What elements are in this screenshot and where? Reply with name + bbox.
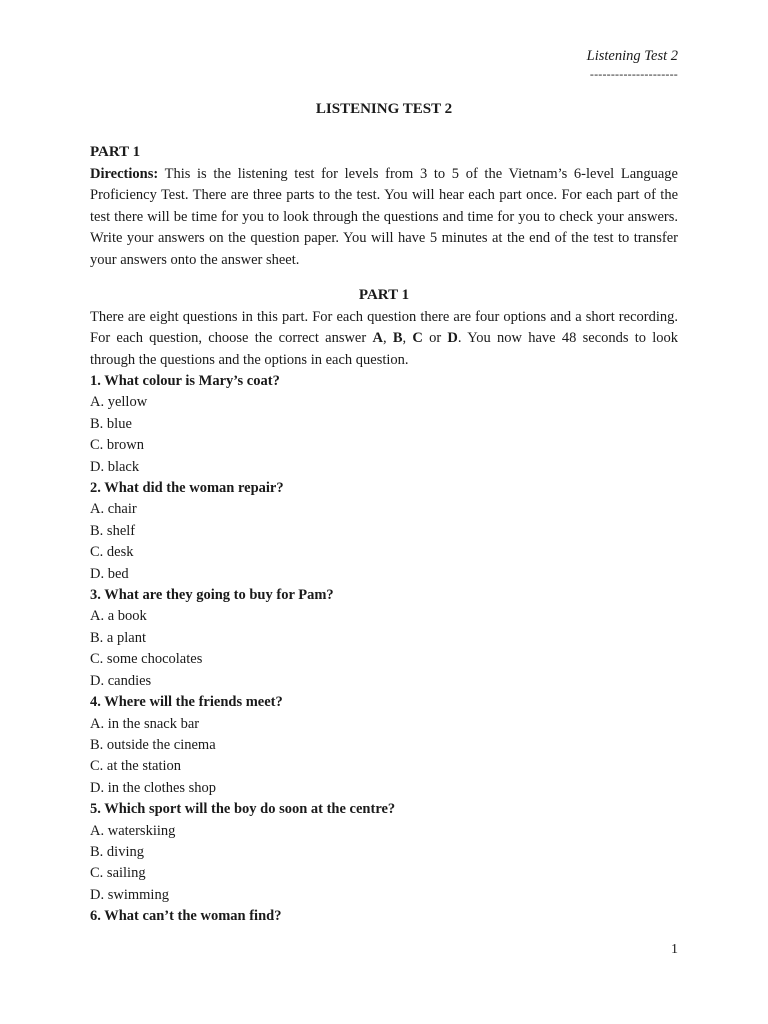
answer-option: C. brown	[90, 437, 144, 454]
answer-option: A. waterskiing	[90, 822, 176, 839]
question-block	[90, 478, 678, 585]
answer-option: A. in the snack bar	[90, 715, 200, 732]
running-header	[587, 47, 678, 65]
question-text: 5. Which sport will the boy do soon at the centre?	[90, 801, 396, 818]
answer-option: B. diving	[90, 843, 144, 860]
answer-option: B. blue	[90, 415, 132, 432]
question-block	[90, 906, 678, 927]
instructions-separator: ,	[382, 330, 393, 346]
page-title: LISTENING TEST 2	[315, 101, 453, 117]
header-rule: ---------------------	[589, 67, 678, 81]
answer-option: C. at the station	[90, 758, 182, 775]
directions-paragraph	[90, 164, 678, 272]
question-text: 1. What colour is Mary’s coat?	[90, 373, 280, 389]
answer-option: C. sailing	[90, 865, 146, 882]
answer-option: A. a book	[90, 608, 147, 625]
answer-option: D. swimming	[90, 886, 169, 903]
answer-option: D. candies	[90, 672, 152, 689]
instructions-or: or	[422, 330, 448, 346]
running-title: Listening Test 2	[586, 48, 678, 64]
part-heading: PART 1	[358, 287, 410, 303]
answer-option: D. bed	[90, 565, 129, 582]
answer-option: B. a plant	[90, 629, 146, 646]
question-block	[90, 371, 678, 478]
directions-label: Directions:	[90, 165, 159, 182]
question-block	[90, 799, 678, 906]
question-text: 2. What did the woman repair?	[90, 480, 284, 497]
question-text: 3. What are they going to buy for Pam?	[90, 587, 334, 604]
instructions-text: . You now have 48 seconds to look through the questions and the options in each question.	[90, 330, 679, 368]
answer-option: B. shelf	[90, 522, 136, 539]
content	[90, 99, 678, 928]
answer-option: C. some chocolates	[90, 651, 203, 668]
answer-option: B. outside the cinema	[90, 736, 216, 753]
answer-option: C. desk	[90, 544, 134, 561]
answer-option: A. yellow	[90, 394, 148, 411]
option-letter-c: C	[412, 330, 423, 346]
instructions-separator: ,	[402, 330, 413, 346]
question-text: 6. What can’t the woman find?	[90, 908, 282, 925]
page-number: 1	[671, 942, 678, 957]
directions-text: This is the listening test for levels from 3 to 5 of the Vietnam’s 6-level Language Proficiency Test. There are three parts to the test. You will hear each part once. For each part of the test there will be time for you to look through the questions and time for you to check your answers. Write your answers on the question paper. You will have 5 minutes at the end of the test to transfer your answers onto the answer sheet.	[90, 165, 678, 268]
instructions-text: There are eight questions in this part. For each question there are four options and a short recording. For each question, choose the correct answer	[90, 308, 678, 346]
question-block	[90, 585, 678, 692]
answer-option: A. chair	[90, 501, 137, 518]
option-letter-a: A	[372, 330, 383, 346]
part-instructions	[90, 307, 678, 372]
answer-option: D. in the clothes shop	[90, 779, 217, 796]
option-letter-b: B	[392, 330, 403, 346]
answer-option: D. black	[90, 458, 140, 475]
option-letter-d: D	[447, 330, 458, 346]
part-heading-intro: PART 1	[90, 144, 141, 160]
question-list	[90, 371, 678, 928]
question-block	[90, 692, 678, 799]
question-text: 4. Where will the friends meet?	[90, 694, 283, 711]
